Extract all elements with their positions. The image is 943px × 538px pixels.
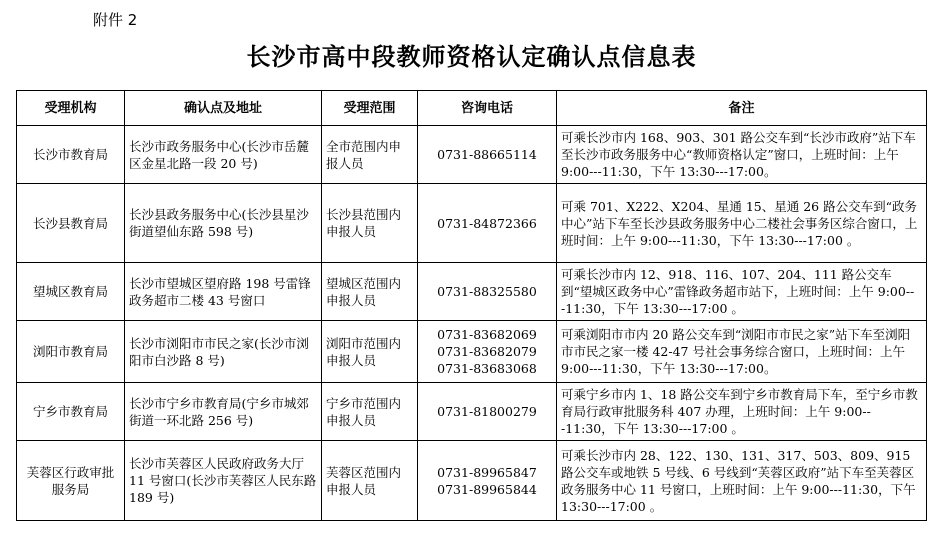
- phone-cell: [418, 441, 557, 521]
- note-cell: 可乘长沙市内 28、122、130、131、317、503、809、915 路公交车或地铁 5 号线、6 号线到“芙蓉区政府”站下车至芙蓉区政务服务中心 11 号窗口，上班时间：上午 9:00---11:30，下午 13:30---17:00 。: [557, 441, 927, 521]
- org-cell: 望城区教育局: [17, 263, 125, 321]
- org-cell: 浏阳市教育局: [17, 321, 125, 383]
- phone-number: 0731-84872366: [437, 215, 537, 231]
- org-cell: 长沙市教育局: [17, 126, 125, 184]
- attachment-label: 附件 2: [93, 11, 138, 29]
- phone-cell: [418, 263, 557, 321]
- scope-cell: 长沙县范围内申报人员: [322, 184, 418, 263]
- header-phone: 咨询电话: [418, 91, 557, 126]
- phone-cell: [418, 321, 557, 383]
- note-cell: 可乘 701、X222、X204、星通 15、星通 26 路公交车到“政务中心”站下车至长沙县政务服务中心二楼社会事务区综合窗口，上班时间：上午 9:00---11:30，下午 13:30---17:00 。: [557, 184, 927, 263]
- note-cell: 可乘宁乡市内 1、18 路公交车到宁乡市教育局下车，至宁乡市教育局行政审批服务科 407 办理，上班时间：上午 9:00---11:30，下午 13:30---17:00 。: [557, 383, 927, 441]
- scope-cell: 宁乡市范围内申报人员: [322, 383, 418, 441]
- phone-number: 0731-83682069: [437, 327, 537, 342]
- phone-number: 0731-81800279: [437, 404, 537, 419]
- header-org: 受理机构: [17, 91, 125, 126]
- note-cell: 可乘长沙市内 12、918、116、107、204、111 路公交车到“望城区政务中心”雷锋政务超市站下，上班时间：上午 9:00---11:30，下午 13:30---17:00 。: [557, 263, 927, 321]
- address-cell: 长沙县政务服务中心(长沙县星沙街道望仙东路 598 号): [125, 184, 322, 263]
- scope-cell: 芙蓉区范围内申报人员: [322, 441, 418, 521]
- phone-number: 0731-83682079: [437, 344, 537, 359]
- table-row: [17, 263, 927, 321]
- address-cell: 长沙市宁乡市教育局(宁乡市城郊街道一环北路 256 号): [125, 383, 322, 441]
- table-row: [17, 126, 927, 184]
- phone-cell: [418, 126, 557, 184]
- table-row: [17, 383, 927, 441]
- phone-number: 0731-88665114: [437, 147, 537, 162]
- header-note: 备注: [557, 91, 927, 126]
- org-cell: 芙蓉区行政审批服务局: [17, 441, 125, 521]
- phone-number: 0731-89965847: [437, 464, 537, 480]
- table-header-row: [17, 91, 927, 126]
- header-scope: 受理范围: [322, 91, 418, 126]
- phone-number: 0731-88325580: [437, 284, 537, 299]
- address-cell: 长沙市芙蓉区人民政府政务大厅 11 号窗口(长沙市芙蓉区人民东路 189 号): [125, 441, 322, 521]
- phone-cell: [418, 184, 557, 263]
- org-cell: 宁乡市教育局: [17, 383, 125, 441]
- page-title: 长沙市高中段教师资格认定确认点信息表: [246, 43, 697, 71]
- scope-cell: 全市范围内申报人员: [322, 126, 418, 184]
- table-row: [17, 184, 927, 263]
- phone-number: 0731-89965844: [437, 481, 537, 497]
- note-cell: 可乘长沙市内 168、903、301 路公交车到“长沙市政府”站下车至长沙市政务服务中心“教师资格认定”窗口，上班时间：上午 9:00---11:30，下午 13:30---17:00。: [557, 126, 927, 184]
- header-addr: 确认点及地址: [125, 91, 322, 126]
- scope-cell: 浏阳市范围内申报人员: [322, 321, 418, 383]
- org-cell: 长沙县教育局: [17, 184, 125, 263]
- note-cell: 可乘浏阳市市内 20 路公交车到“浏阳市市民之家”站下车至浏阳市市民之家一楼 42-47 号社会事务综合窗口，上班时间：上午 9:00---11:30，下午 13:30---17:00。: [557, 321, 927, 383]
- scope-cell: 望城区范围内申报人员: [322, 263, 418, 321]
- info-table: [16, 90, 927, 521]
- phone-number: 0731-83683068: [437, 361, 537, 376]
- table-row: [17, 441, 927, 521]
- table-row: [17, 321, 927, 383]
- address-cell: 长沙市浏阳市市民之家(长沙市浏阳市白沙路 8 号): [125, 321, 322, 383]
- address-cell: 长沙市望城区望府路 198 号雷锋政务超市二楼 43 号窗口: [125, 263, 322, 321]
- address-cell: 长沙市政务服务中心(长沙市岳麓区金星北路一段 20 号): [125, 126, 322, 184]
- phone-cell: [418, 383, 557, 441]
